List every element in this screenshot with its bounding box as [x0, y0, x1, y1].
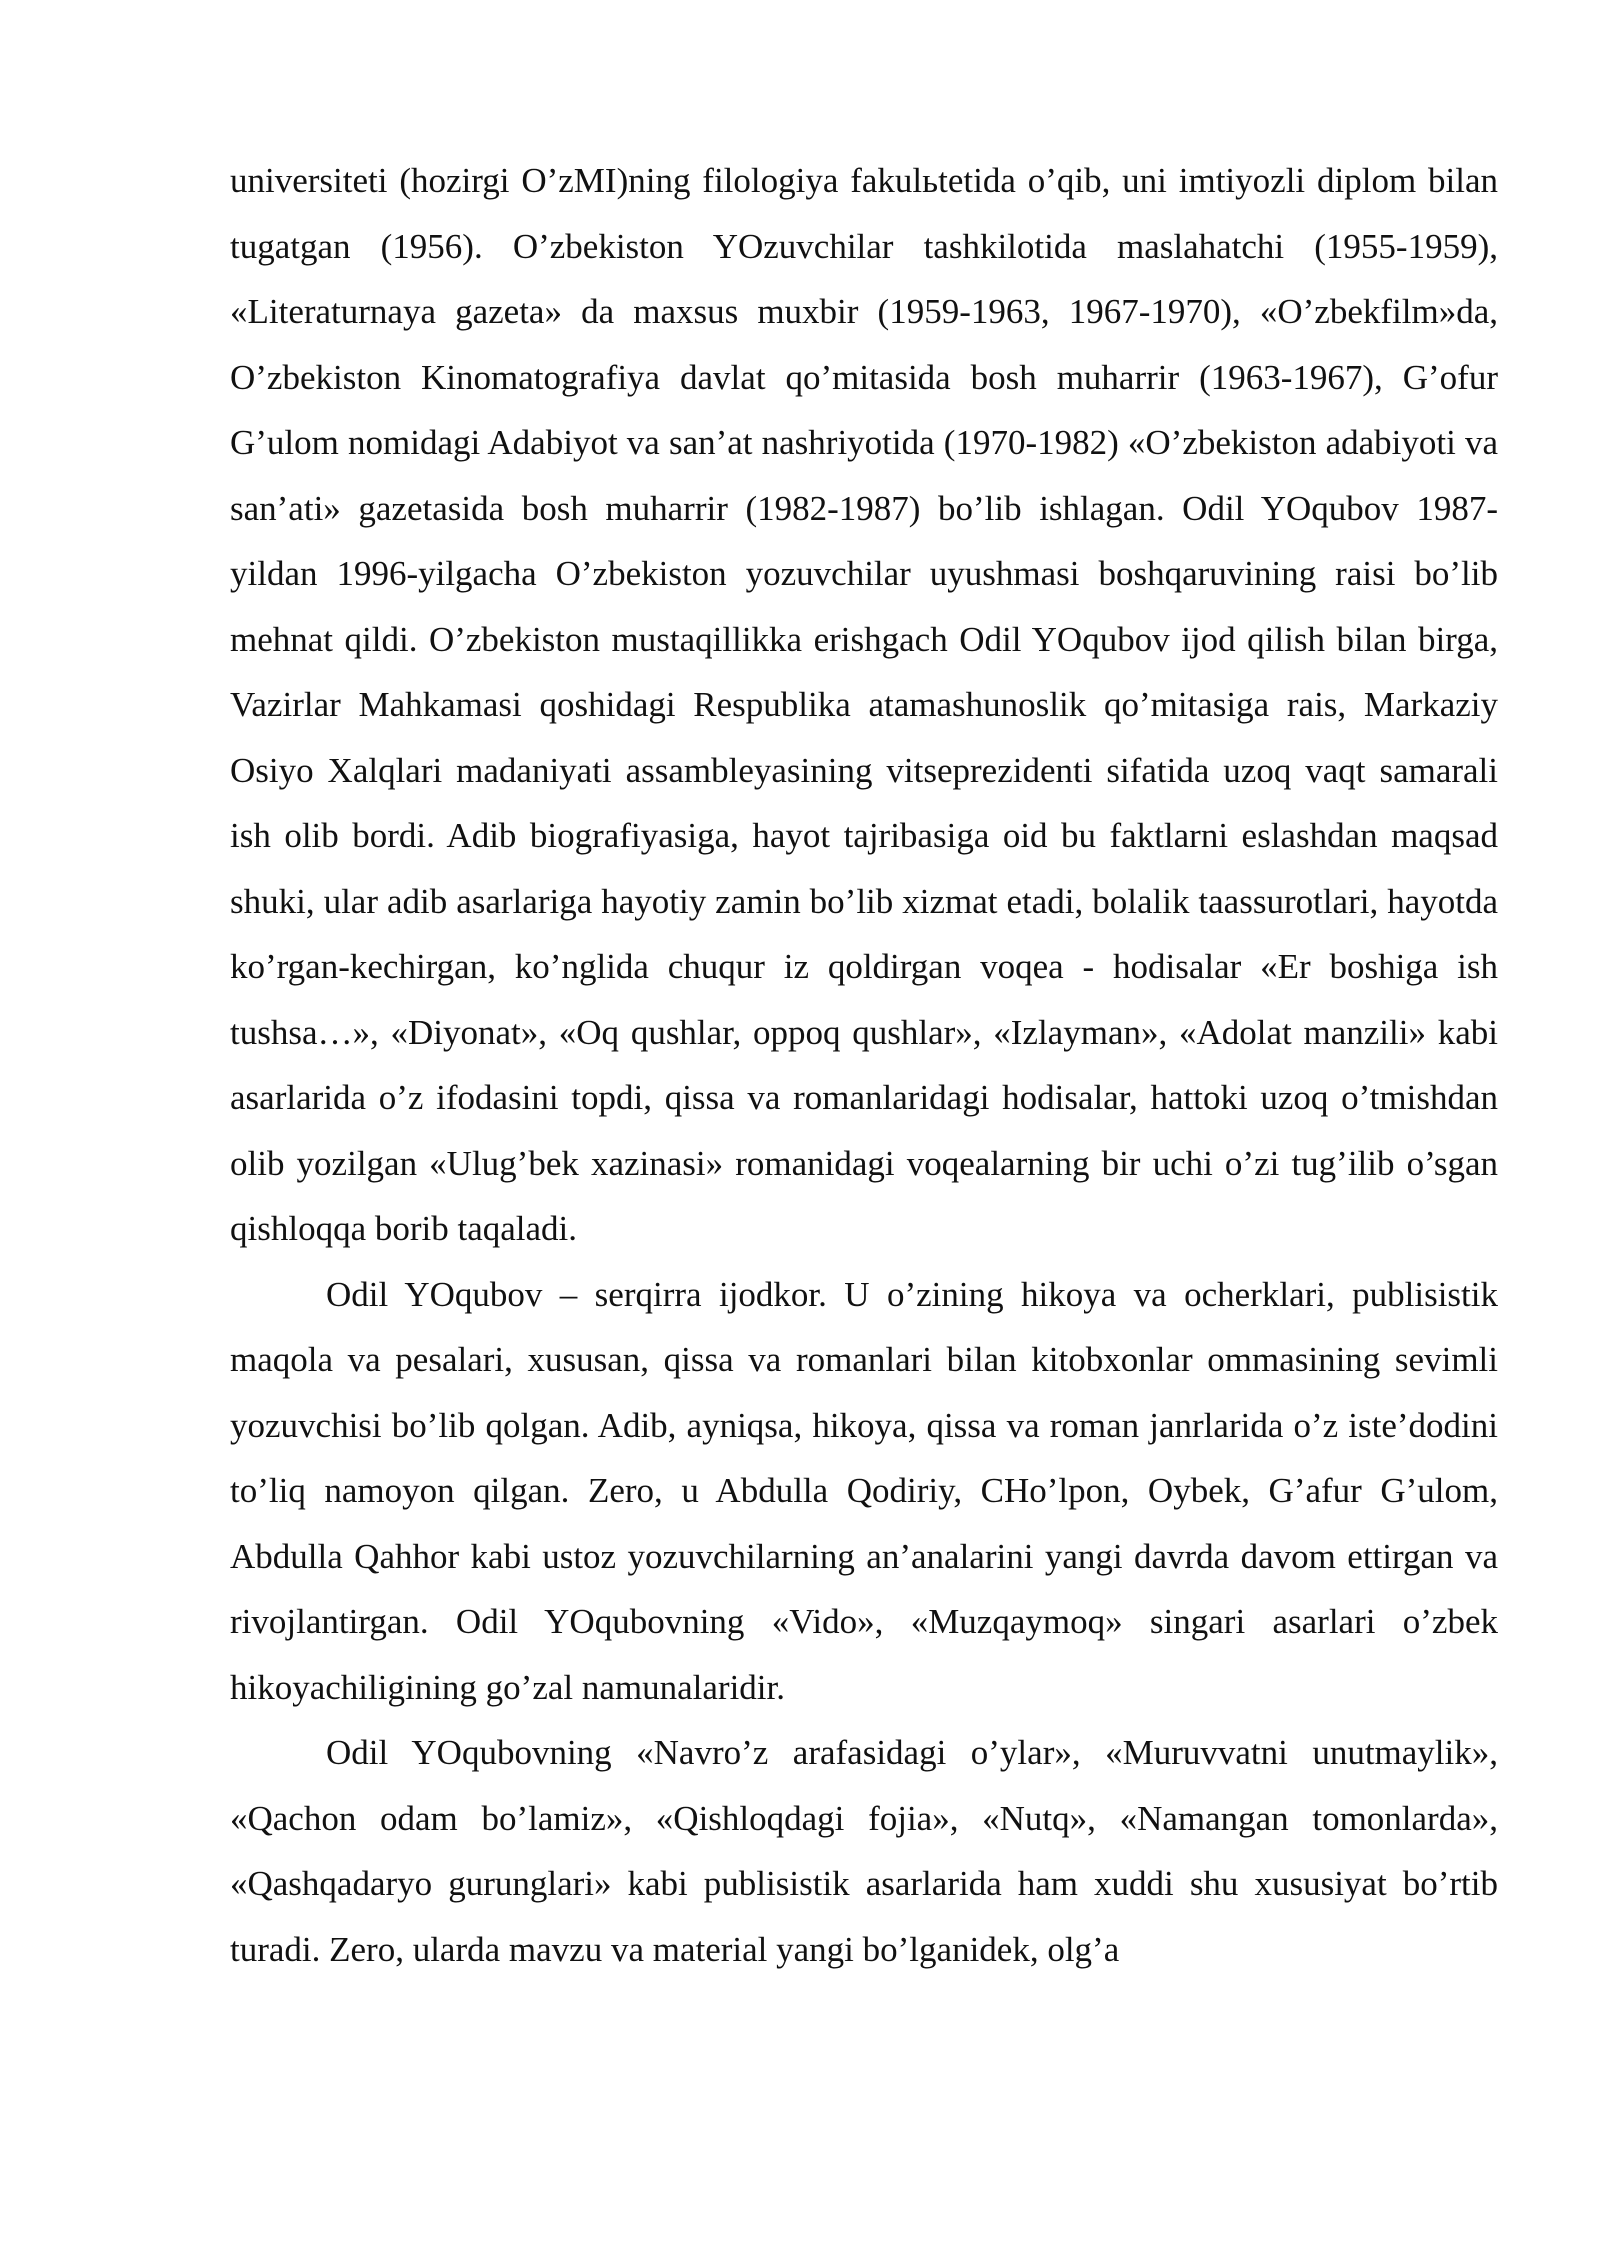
paragraph-publicistic-works: Odil YOqubovning «Navro’z arafasidagi o’ylar», «Muruvvatni unutmaylik», «Qachon odam bo’lamiz», «Qishloqdagi fojia», «Nutq», «Namangan tomonlarda», «Qashqadaryo gurunglari» kabi publisistik asarlarida ham xuddi shu xususiyat bo’rtib turadi. Zero, ularda mavzu va material yangi bo’lganidek, olg’a [230, 1733, 1498, 1969]
paragraph-versatile-writer: Odil YOqubov – serqirra ijodkor. U o’zining hikoya va ocherklari, publisistik maqola va pesalari, xususan, qissa va romanlari bilan kitobxonlar ommasining sevimli yozuvchisi bo’lib qolgan. Adib, ayniqsa, hikoya, qissa va roman janrlarida o’z iste’dodini to’liq namoyon qilgan. Zero, u Abdulla Qodiriy, CHo’lpon, Oybek, G’afur G’ulom, Abdulla Qahhor kabi ustoz yozuvchilarning an’analarini yangi davrda davom ettirgan va rivojlantirgan. Odil YOqubovning «Vido», «Muzqaymoq» singari asarlari o’zbek hikoyachiligining go’zal namunalaridir. [230, 1274, 1498, 1707]
document-page [230, 148, 1498, 1982]
paragraph-biography: universiteti (hozirgi O’zMI)ning filologiya fakulьtetida o’qib, uni imtiyozli diplom bilan tugatgan (1956). O’zbekiston YOzuvchilar tashkilotida maslahatchi (1955-1959), «Literaturnaya gazeta» da maxsus muxbir (1959-1963, 1967-1970), «O’zbekfilm»da, O’zbekiston Kinomatografiya davlat qo’mitasida bosh muharrir (1963-1967), G’ofur G’ulom nomidagi Adabiyot va san’at nashriyotida (1970-1982) «O’zbekiston adabiyoti va san’ati» gazetasida bosh muharrir (1982-1987) bo’lib ishlagan. Odil YOqubov 1987-yildan 1996-yilgacha O’zbekiston yozuvchilar uyushmasi boshqaruvining raisi bo’lib mehnat qildi. O’zbekiston mustaqillikka erishgach Odil YOqubov ijod qilish bilan birga, Vazirlar Mahkamasi qoshidagi Respublika atamashunoslik qo’mitasiga rais, Markaziy Osiyo Xalqlari madaniyati assambleyasining vitseprezidenti sifatida uzoq vaqt samarali ish olib bordi. Adib biografiyasiga, hayot tajribasiga oid bu faktlarni eslashdan maqsad shuki, ular adib asarlariga hayotiy zamin bo’lib xizmat etadi, bolalik taassurotlari, hayotda ko’rgan-kechirgan, ko’nglida chuqur iz qoldirgan voqea - hodisalar «Er boshiga ish tushsa…», «Diyonat», «Oq qushlar, oppoq qushlar», «Izlayman», «Adolat manzili» kabi asarlarida o’z ifodasini topdi, qissa va romanlaridagi hodisalar, hattoki uzoq o’tmishdan olib yozilgan «Ulug’bek xazinasi» romanidagi voqealarning bir uchi o’zi tug’ilib o’sgan qishloqqa borib taqaladi. [230, 161, 1498, 1248]
